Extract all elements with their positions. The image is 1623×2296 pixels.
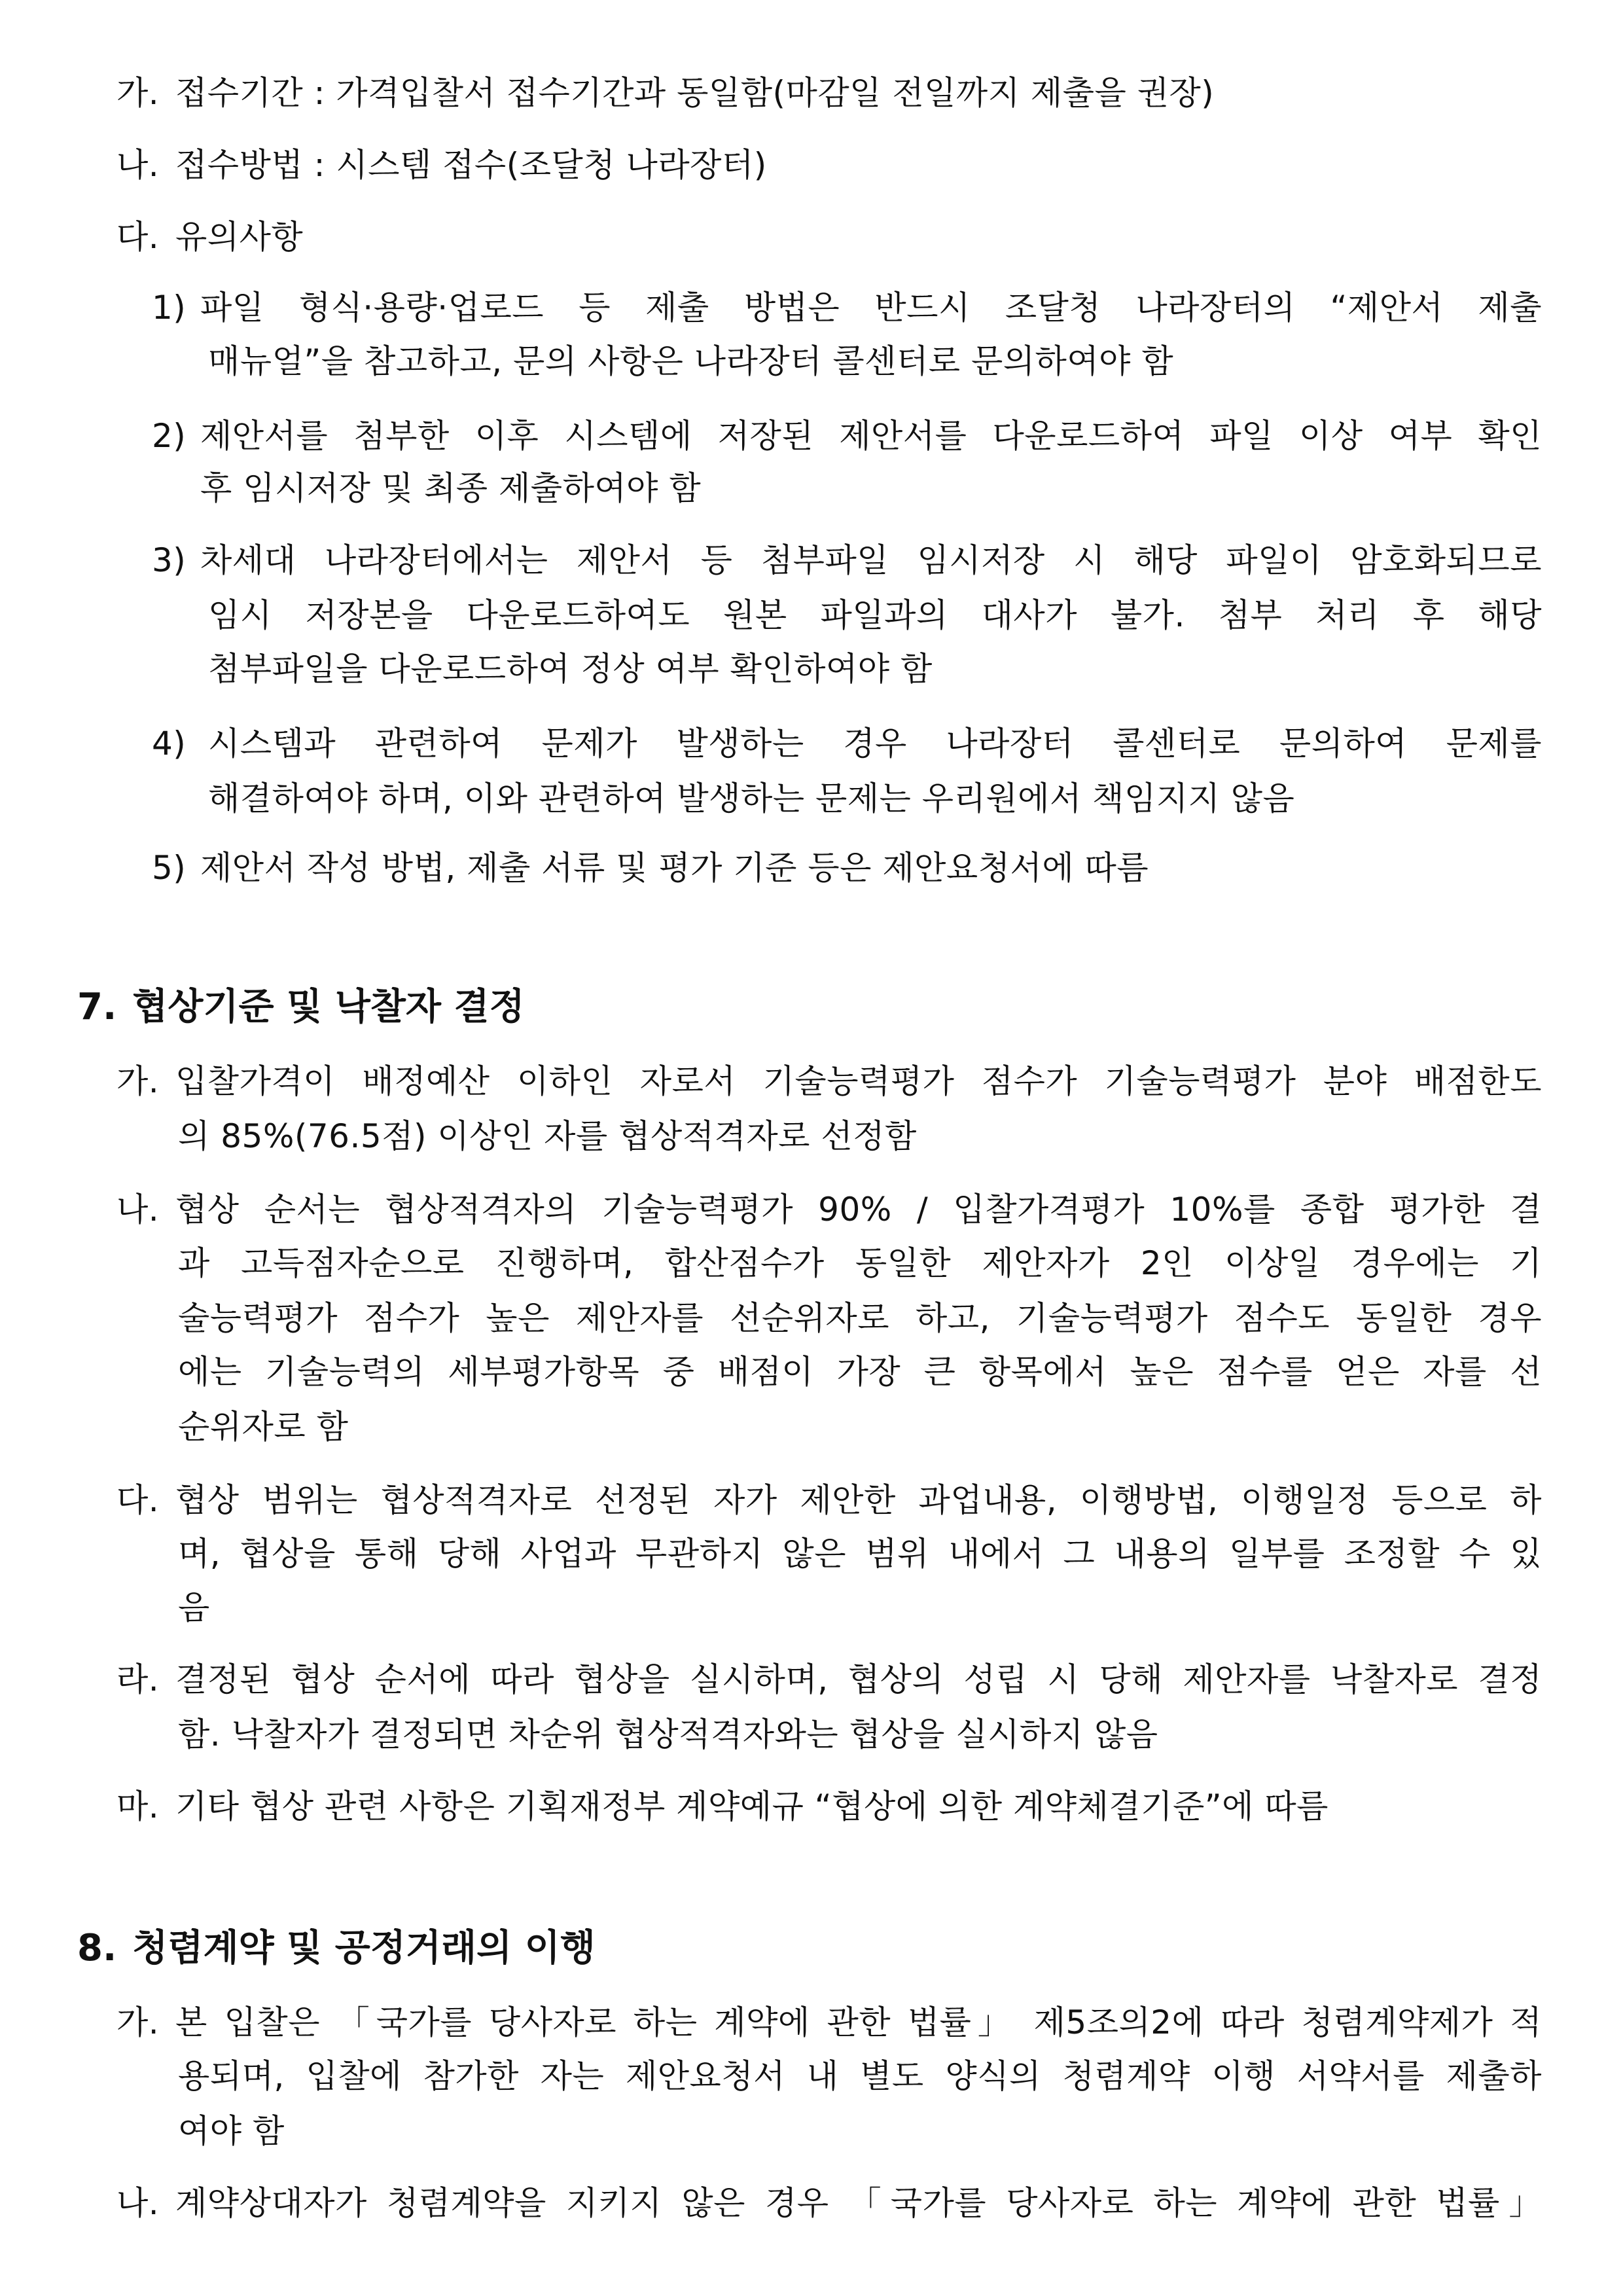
item-text: 유의사항 bbox=[175, 218, 304, 256]
s7-item-ra-line-2 bbox=[0, 1715, 1623, 1754]
s6-note-3-line-2 bbox=[0, 596, 1623, 635]
note-text: 시스템과 관련하여 문제가 발생하는 경우 나라장터 콜센터로 문의하여 문제를 bbox=[208, 725, 1542, 762]
s8-item-ga-line-1 bbox=[0, 2003, 1623, 2042]
s7-item-na-line-1 bbox=[0, 1190, 1623, 1229]
note-marker: 1) bbox=[152, 289, 187, 327]
item-text: 협상 순서는 협상적격자의 기술능력평가 90% / 입찰가격평가 10%를 종합 평가한 결 bbox=[175, 1191, 1542, 1229]
s6-item-da bbox=[0, 217, 1623, 257]
item-marker: 가. bbox=[116, 1062, 160, 1100]
s6-item-na bbox=[0, 145, 1623, 185]
item-text: 용되며, 입찰에 참가한 자는 제안요청서 내 별도 양식의 청렴계약 이행 서약서를 제출하 bbox=[178, 2057, 1542, 2095]
note-text: 첨부파일을 다운로드하여 정상 여부 확인하여야 함 bbox=[208, 650, 933, 688]
note-marker: 5) bbox=[152, 849, 187, 887]
item-text: 입찰가격이 배정예산 이하인 자로서 기술능력평가 점수가 기술능력평가 분야 배점한도 bbox=[175, 1062, 1542, 1100]
s7-item-ga-line-1 bbox=[0, 1062, 1623, 1101]
s6-note-1-line-2 bbox=[0, 342, 1623, 381]
s6-note-3-line-3 bbox=[0, 649, 1623, 689]
note-text: 후 임시저장 및 최종 제출하여야 함 bbox=[200, 469, 702, 507]
note-text: 제안서 작성 방법, 제출 서류 및 평가 기준 등은 제안요청서에 따름 bbox=[200, 849, 1149, 887]
s8-item-ga-line-2 bbox=[0, 2056, 1623, 2096]
s7-item-ma-line-1 bbox=[0, 1787, 1623, 1826]
s7-item-ga-line-2 bbox=[0, 1117, 1623, 1156]
item-marker: 나. bbox=[116, 1191, 160, 1229]
note-text: 해결하여야 하며, 이와 관련하여 발생하는 문제는 우리원에서 책임지지 않음 bbox=[208, 780, 1295, 817]
item-text: 과 고득점자순으로 진행하며, 합산점수가 동일한 제안자가 2인 이상일 경우에는 기 bbox=[178, 1244, 1542, 1282]
item-marker: 나. bbox=[116, 146, 160, 184]
section-8-heading bbox=[77, 1927, 596, 1970]
s6-note-2-line-2 bbox=[0, 469, 1623, 508]
item-text: 의 85%(76.5점) 이상인 자를 협상적격자로 선정함 bbox=[178, 1117, 917, 1155]
item-text: 계약상대자가 청렴계약을 지키지 않은 경우 「국가를 당사자로 하는 계약에 관한 법률」 bbox=[175, 2184, 1542, 2222]
s6-note-4-line-1 bbox=[0, 724, 1623, 763]
s6-note-5-line-1 bbox=[0, 848, 1623, 888]
s6-note-2-line-1 bbox=[0, 416, 1623, 456]
item-text: 에는 기술능력의 세부평가항목 중 배점이 가장 큰 항목에서 높은 점수를 얻은 자를 선 bbox=[178, 1353, 1542, 1391]
item-text: 여야 함 bbox=[178, 2112, 285, 2150]
item-marker: 라. bbox=[116, 1660, 160, 1698]
note-marker: 2) bbox=[152, 417, 187, 455]
note-marker: 4) bbox=[152, 725, 187, 762]
item-text: 결정된 협상 순서에 따라 협상을 실시하며, 협상의 성립 시 당해 제안자를 낙찰자로 결정 bbox=[175, 1660, 1542, 1698]
note-marker: 3) bbox=[152, 541, 187, 579]
item-marker: 나. bbox=[116, 2184, 160, 2222]
item-text: 협상 범위는 협상적격자로 선정된 자가 제안한 과업내용, 이행방법, 이행일정 등으로 하 bbox=[175, 1481, 1542, 1519]
item-text: 며, 협상을 통해 당해 사업과 무관하지 않은 범위 내에서 그 내용의 일부를 조정할 수 있 bbox=[178, 1535, 1542, 1573]
s7-item-na-line-4 bbox=[0, 1352, 1623, 1391]
item-marker: 마. bbox=[116, 1787, 160, 1825]
section-number: 7. bbox=[77, 986, 117, 1028]
item-text: 순위자로 함 bbox=[178, 1408, 349, 1446]
s7-item-na-line-5 bbox=[0, 1407, 1623, 1446]
s6-note-4-line-2 bbox=[0, 779, 1623, 818]
section-title: 청렴계약 및 공정거래의 이행 bbox=[132, 1927, 596, 1969]
item-text: 접수방법 : 시스템 접수(조달청 나라장터) bbox=[175, 146, 767, 184]
section-title: 협상기준 및 낙찰자 결정 bbox=[132, 986, 525, 1028]
s8-item-na-line-1 bbox=[0, 2183, 1623, 2223]
s7-item-da-line-2 bbox=[0, 1534, 1623, 1573]
item-marker: 가. bbox=[116, 74, 160, 112]
section-number: 8. bbox=[77, 1927, 117, 1969]
s7-item-ra-line-1 bbox=[0, 1660, 1623, 1699]
item-text: 음 bbox=[178, 1588, 210, 1626]
item-marker: 다. bbox=[116, 218, 160, 256]
item-text: 기타 협상 관련 사항은 기획재정부 계약예규 “협상에 의한 계약체결기준”에 따름 bbox=[175, 1787, 1329, 1825]
item-marker: 가. bbox=[116, 2003, 160, 2041]
s7-item-da-line-1 bbox=[0, 1480, 1623, 1520]
item-marker: 다. bbox=[116, 1481, 160, 1519]
s7-item-na-line-3 bbox=[0, 1299, 1623, 1338]
item-text: 함. 낙찰자가 결정되면 차순위 협상적격자와는 협상을 실시하지 않음 bbox=[178, 1715, 1158, 1753]
section-7-heading bbox=[77, 986, 525, 1029]
s7-item-na-line-2 bbox=[0, 1244, 1623, 1283]
note-text: 차세대 나라장터에서는 제안서 등 첨부파일 임시저장 시 해당 파일이 암호화되므로 bbox=[200, 541, 1542, 579]
note-text: 파일 형식·용량·업로드 등 제출 방법은 반드시 조달청 나라장터의 “제안서 제출 bbox=[200, 289, 1542, 327]
s6-item-ga bbox=[0, 73, 1623, 113]
s7-item-da-line-3 bbox=[0, 1588, 1623, 1627]
item-text: 접수기간 : 가격입찰서 접수기간과 동일함(마감일 전일까지 제출을 권장) bbox=[175, 74, 1215, 112]
note-text: 매뉴얼”을 참고하고, 문의 사항은 나라장터 콜센터로 문의하여야 함 bbox=[208, 342, 1174, 380]
item-text: 본 입찰은 「국가를 당사자로 하는 계약에 관한 법률」 제5조의2에 따라 청렴계약제가 적 bbox=[175, 2003, 1542, 2041]
item-text: 술능력평가 점수가 높은 제안자를 선순위자로 하고, 기술능력평가 점수도 동일한 경우 bbox=[178, 1299, 1542, 1337]
s8-item-ga-line-3 bbox=[0, 2111, 1623, 2151]
note-text: 임시 저장본을 다운로드하여도 원본 파일과의 대사가 불가. 첨부 처리 후 해당 bbox=[208, 596, 1542, 634]
s6-note-3-line-1 bbox=[0, 541, 1623, 580]
note-text: 제안서를 첨부한 이후 시스템에 저장된 제안서를 다운로드하여 파일 이상 여부 확인 bbox=[200, 417, 1542, 455]
s6-note-1-line-1 bbox=[0, 288, 1623, 327]
